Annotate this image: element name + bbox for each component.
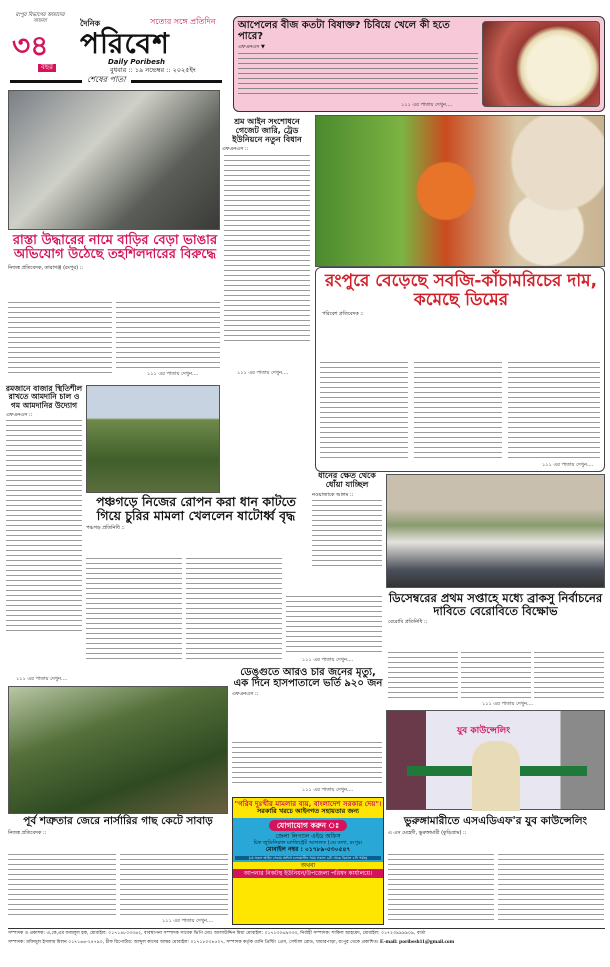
- road-continued: ১১১ এর পাতায় দেখুন....: [147, 371, 199, 377]
- paddy-byline: নওয়াজাকে আলম ::: [312, 492, 384, 499]
- body-text: [238, 51, 478, 95]
- dengue-text: [232, 740, 382, 786]
- labour-byline: এফএনএস ::: [222, 146, 312, 153]
- ad-line1: "গরিব দুঃখীর মামলার ব্যয়, বাংলাদেশ সরকার দেয়"।: [234, 800, 382, 808]
- labour-text: [224, 153, 310, 343]
- youth-text: [388, 852, 494, 924]
- paddy-text: [312, 498, 382, 568]
- vegetable-photo: [315, 115, 605, 267]
- ad-line2: সরকারি খরচে আইনগত সহায়তার জন্য: [256, 807, 360, 816]
- vegetable-continued: ১১১ এর পাতায় দেখুন....: [542, 462, 594, 468]
- panchagarh-byline: পঞ্চগড় প্রতিনিধি ::: [86, 525, 306, 532]
- ramadan-text: [6, 418, 82, 633]
- ramadan-byline: এফএনএস ::: [6, 412, 84, 419]
- ad-or: অথবা: [300, 861, 316, 869]
- ramadan-headline: রমজানে বাজার স্থিতিশীল রাখতে আমদানি চাল ও গম আমদানির উদ্যোগ: [5, 384, 83, 410]
- vegetable-text: [320, 360, 408, 460]
- road-headline: রাস্তা উদ্ধারের নামে বাড়ির বেড়া ভাঙার অভিযোগ উঠেছে তহশিলদারের বিরুদ্ধে: [12, 233, 218, 263]
- ramadan-continued: ১১১ এর পাতায় দেখুন....: [16, 676, 68, 682]
- brucsu-headline: ডিসেম্বরের প্রথম সপ্তাহে মধ্যে ব্রাকসু নির্বাচনের দাবিতে বেরোবিতে বিক্ষোভ: [388, 591, 603, 618]
- road-photo: [8, 90, 220, 230]
- labour-headline: শ্রম আইন সংশোধনে গেজেট জারি, ট্রেড ইউনিয়নে নতুন বিধান: [232, 117, 302, 144]
- dengue-byline: এফএনএস ::: [232, 691, 384, 698]
- field-photo: [86, 385, 220, 493]
- brucsu-byline: বেরোবি প্রতিনিধি ::: [388, 619, 605, 626]
- youth-byline: এ এস মেহেদী, ভুরুঙ্গামারী (কুড়িগ্রাম) ::: [388, 830, 605, 837]
- date: বুধবার :: ১৯ নভেম্বর :: ২০২৫ইং: [110, 66, 196, 74]
- dengue-headline: ডেঙ্গুতে আরও চার জনের মৃত্যু, এক দিনে হাসপাতালে ভর্তি ৯২০ জন: [233, 667, 383, 689]
- road-text-2: [116, 300, 220, 368]
- road-byline: নিজস্ব প্রতিবেদক, তারাগঞ্জ (রংপুর) ::: [8, 265, 222, 272]
- english-name: Daily Poribesh: [108, 58, 166, 66]
- paddy-headline: ধানের ক্ষেত থেকে ধোঁয়া যাচ্ছিল: [318, 471, 376, 489]
- years-label: বছর: [38, 64, 56, 72]
- panchagarh-headline: পঞ্চগড়ে নিজের রোপন করা ধান কাটতে গিয়ে চুরির মামলা খেললেন ষাটোর্ধ্ব বৃদ্ধ: [96, 494, 296, 523]
- youth-photo: [386, 710, 605, 810]
- ad-mobile: মোবাইল নম্বর : ০১৭৮৯-৫৩০৫৪৭: [265, 846, 351, 854]
- brucsu-text-3: [534, 650, 604, 698]
- panchagarh-continued: ১১১ এর পাতায় দেখুন....: [302, 657, 354, 663]
- youth-text-2: [498, 852, 604, 924]
- nursery-headline: পূর্ব শত্রুতার জেরে নার্সারির গাছ কেটে সাবাড়: [23, 815, 213, 827]
- panchagarh-text-3: [286, 594, 382, 654]
- paper-prefix: দৈনিক: [80, 19, 101, 28]
- nursery-text: [8, 852, 116, 916]
- ad-note: (যে সকল আইন সেবায় অফিস চলাকালীন সময় সকাল ৯টা থেকে বিকাল ৫টা পর্যন্ত): [235, 856, 381, 860]
- footer-email[interactable]: E-mail: poribesh11@gmail.com: [380, 938, 455, 945]
- footer: [8, 931, 605, 947]
- footer-line2: সম্পাদক: মফিজুল ইসলাম মিলন ০১৭১৬৬-২৪৭৯০, চীফ রিপোর্টার: আব্দুল কাদের আম্বর মোবাইল: ০১৭১৮০৩৪৫০৭, সম্পাদক কর্তৃক তানি প্রিন্টিং প্রেস, সেন্টাল রোড, খামারপাড়া, রংপুর থেকে প্রকাশিত।: [8, 939, 379, 945]
- youth-banner-title: যুব কাউন্সেলিং: [457, 726, 511, 736]
- speaker: [472, 741, 520, 811]
- years-number: ৩৪: [12, 29, 49, 62]
- page-label: শেষের পাতা: [82, 76, 131, 84]
- vegetable-text-3: [508, 360, 600, 460]
- byline: এফএনএস ▼: [238, 44, 265, 50]
- nursery-text-2: [120, 852, 228, 916]
- brucsu-text: [388, 650, 458, 698]
- apple-photo: [482, 21, 600, 107]
- brucsu-text-2: [461, 650, 531, 698]
- ad-contact-label: যোগাযোগ করুন ঃ: [269, 820, 347, 831]
- ad-address: চিফ জুডিসিয়াল ম্যাজিস্ট্রেট আদালত (৩য় তলা, রংপুর।: [253, 840, 363, 847]
- brucsu-continued: ১১১ এর পাতায় দেখুন....: [482, 701, 534, 707]
- vegetable-byline: পরিবেশ প্রতিবেদক ::: [322, 311, 600, 318]
- footer-line1: সম্পাদক ও প্রকাশক: এ,কে,এম ফজলুল হক, মোবাইল: ০১৭১৪৮০৩৩৬২, ব্যবস্থাপনা সম্পাদক সাবেক ভিপি মোঃ আলাউদ্দিন মিয়া মোবাইল: ০১৭১৩০৬৯৩৩৩, নির্বাহী সম্পাদক: শাকিল আহমেদ, মোবাইল: ০১৭২৩৯৯৯৯০৯, বার্তা: [8, 931, 426, 936]
- vegetable-text-2: [414, 360, 502, 460]
- headline: আপেলের বীজ কতটা বিষাক্ত? চিবিয়ে খেলে কী হতে পারে?: [238, 20, 450, 42]
- legal-aid-ad: [232, 797, 384, 925]
- panchagarh-text-2: [186, 556, 282, 663]
- paper-name: পরিবেশ: [80, 27, 170, 60]
- slogan: সত্যের সঙ্গে প্রতিদিন: [150, 17, 216, 26]
- ad-local: আপনার নিকটস্থ ইউনিয়ন/উপজেলা পরিষদ কার্যালয়ে।: [233, 869, 383, 878]
- ad-office: জেলা লিগ্যাল এইড অফিস: [275, 833, 341, 841]
- tagline-left: রংপুর বিভাগের আমাদের সাফল্য: [15, 12, 65, 24]
- footer-divider: [8, 928, 605, 929]
- nursery-continued: ১১১ এর পাতায় দেখুন....: [162, 918, 214, 924]
- protest-photo: [386, 474, 605, 588]
- ad-contact-panel: [233, 818, 383, 862]
- panchagarh-text: [86, 556, 182, 663]
- masthead: [0, 0, 230, 90]
- youth-headline: ভুরুঙ্গামারীতে এসএডিএফ'র যুব কাউন্সেলিং: [403, 815, 588, 827]
- labour-continued: ১১১ এর পাতায় দেখুন....: [237, 370, 289, 376]
- road-text: [8, 300, 112, 377]
- nursery-photo: [8, 686, 228, 814]
- dengue-continued: ১১১ এর পাতায় দেখুন....: [302, 787, 354, 793]
- vegetable-headline: রংপুরে বেড়েছে সবজি-কাঁচামরিচের দাম, কমেছে ডিমের: [324, 271, 598, 310]
- apple-story: [233, 16, 605, 112]
- nursery-byline: নিজস্ব প্রতিবেদক ::: [8, 830, 228, 837]
- continued: ১১১ এর পাতায় দেখুন....: [401, 102, 453, 108]
